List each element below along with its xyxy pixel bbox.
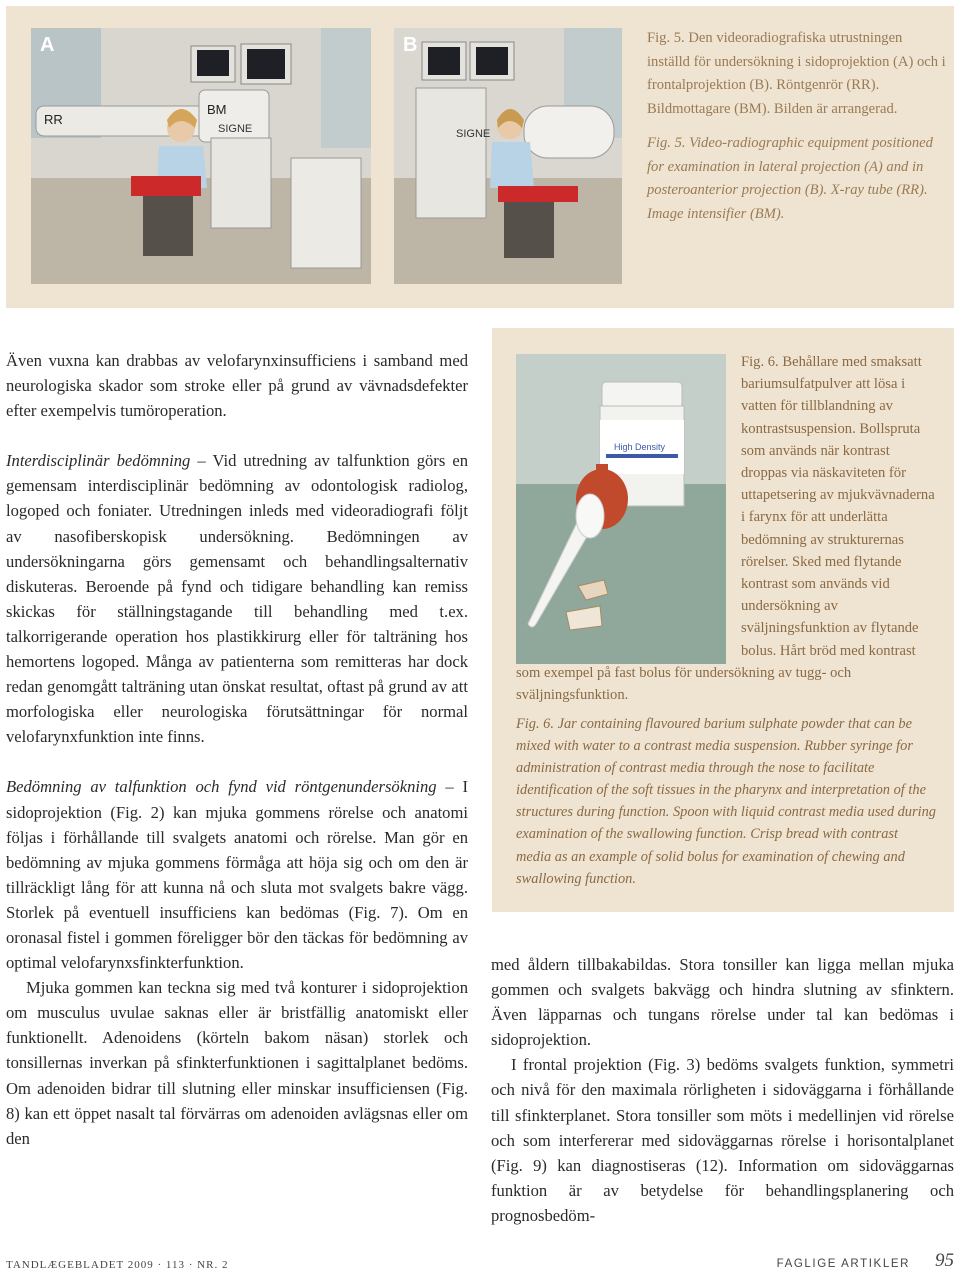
paragraph: I frontal projektion (Fig. 3) bedöms svalgets funktion, symmetri och nivå för den maximala rörligheten i sidoväggarna i förhållande till sfinkterplanet. Stora tonsiller som möts i medellinjen vid rörelse och som interfererar med sidoväggarnas rörelse i horisontalplanet (Fig. 9) kan diagnostiseras (12). Information om sidoväggarnas funktion är av betydelse för behandlingsplanering och prognosbedöm- [491,1055,954,1225]
paragraph: Även vuxna kan drabbas av velofarynxinsufficiens i samband med neurologiska skador som stroke eller på grund av vävnadsdefekter efter exempelvis tumöroperation. [6,351,468,421]
figure-5-caption-en: Fig. 5. Video-radiographic equipment positioned for examination in lateral projection (A) and in posteroanterior projection (B). X-ray tube (RR). Image intensifier (BM). [647,134,933,222]
figure-6-caption-en: Fig. 6. Jar containing flavoured barium sulphate powder that can be mixed with water to a contrast media suspension. Rubber syringe for administration of contrast media through the nose to facilitate identification of the soft tissues in the pharynx and interpretation of the structures during function. Spoon with liquid contrast media used during examination of the swallowing function. Crisp bread with contrast media as an example of solid bolus for examination of chewing and swallowing function. [516,716,936,887]
panel-b-letter: B [403,34,418,56]
figure-5-caption [647,27,947,227]
paragraph: med åldern tillbakabildas. Stora tonsiller kan ligga mellan mjuka gommen och svalgets bakvägg och hindra slutning av sfinktern. Även läpparnas och tungans rörelse under tal kan bedömas i sidoprojektion. [491,955,954,1050]
paragraph-text: – I sidoprojektion (Fig. 2) kan mjuka gommens rörelse och anatomi följas i förhållande till svalgets anatomi och rörelse. Man gör en bedömning av mjuka gommens förmåga att höja sig och om den är tillräckligt lång för att kunna nå och sluta mot svalgets bakre vägg. Storlek på eventuell insufficiens kan bedömas (Fig. 7). Om en oronasal fistel i gommen föreligger bör den täckas för bedömning av optimal velofarynxsfinkterfunktion. [6,777,468,973]
jar-label: High Density [614,442,666,452]
brand-label-a: SIGNE [218,123,253,135]
left-column [6,348,468,1151]
figure-6-caption-sv [516,351,936,706]
figure-5b-photo [394,28,622,284]
paragraph-text: – Vid utredning av talfunktion görs en gemensam interdisciplinär bedömning av odontologisk radiolog, logoped och foniater. Utredningen inleds med videoradiografi följt av nasofiberskopisk undersökning. Bedömningen av undersökningarna görs gemensamt och behandlingsalternativ diskuteras. Beroende på fynd och tidigare behandling kan remiss skickas för ställningstagande till behandling med t.ex. talkorrigerande operation hos plastikkirurg eller för talträning hos hemortens logoped. Många av patienterna som remitteras har dock redan genomgått talträning utan önskat resultat, oftast på grund av att morfologiska eller neurologiska förutsättningar för normal velofarynxfunktion inte finns. [6,451,469,747]
journal-footer: TANDLÆGEBLADET 2009 · 113 · NR. 2 [6,1259,229,1271]
paragraph [6,774,468,975]
right-column [491,952,954,1228]
page-number: 95 [935,1250,954,1271]
paragraph: Mjuka gommen kan teckna sig med två konturer i sidoprojektion om musculus uvulae saknas eller är bristfällig anatomiskt eller funktionellt. Adenoidens (körteln bakom näsan) storlek och tonsillernas inverkan på sfinkterfunktionen i sagittalplanet bedöms. Om adenoiden bidrar till slutning eller minskar insufficiensen (Fig. 8) kan ett öppet nasalt tal förvärras om adenoiden avlägsnas eller om den [6,978,468,1148]
section-footer: FAGLIGE ARTIKLER [776,1258,910,1270]
figure-5-caption-sv: Fig. 5. Den videoradiografiska utrustningen inställd för undersökning i sidoprojektion (A) och i frontalprojektion (B). Röntgenrör (RR). Bildmottagare (BM). Bilden är arrangerad. [647,30,946,118]
label-bm: BM [207,102,227,117]
paragraph [6,448,468,749]
figure-5a-photo [31,28,371,284]
label-rr: RR [44,112,63,127]
figure-6-caption-sv-text: Fig. 6. Behållare med smaksatt bariumsulfatpulver att lösa i vatten för tillblandning av kontrastsuspension. Bollspruta som används när kontrast droppas via näskaviteten för uttapetsering av mjukvävnaderna i farynx för att underlätta bedömning av strukturernas rörelser. Sked med flytande kontrast som används vid undersökning av sväljningsfunktion av flytande bolus. Hårt bröd med kontrast som exempel på fast bolus för undersökning av tugg- och sväljningsfunktion. [516,354,935,704]
brand-label-b: SIGNE [456,128,491,140]
figure-5 [6,6,954,308]
caption-float-spacer [516,351,741,661]
section-lead: Interdisciplinär bedömning [6,451,191,471]
figure-6 [492,328,954,912]
section-lead: Bedömning av talfunktion och fynd vid röntgenundersökning [6,777,437,797]
panel-a-letter: A [40,34,55,56]
